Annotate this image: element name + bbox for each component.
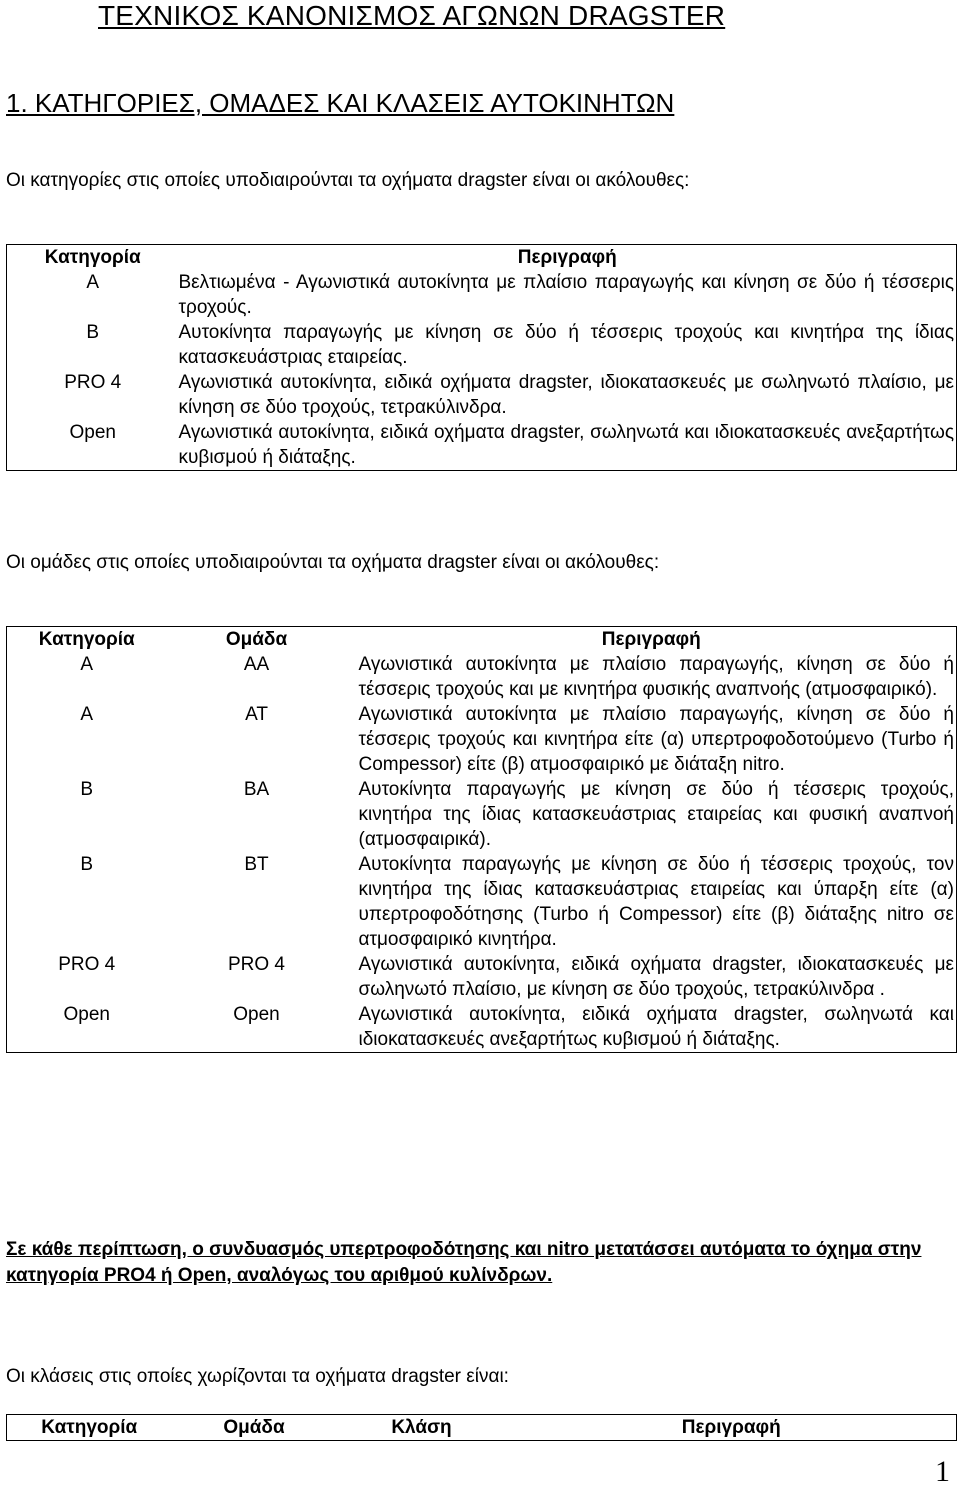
category-cell: A bbox=[86, 272, 100, 293]
group-cell: PRO 4 bbox=[227, 954, 286, 975]
header-category: Κατηγορία bbox=[44, 247, 141, 268]
header-description: Περιγραφή bbox=[517, 247, 617, 268]
category-cell: B bbox=[86, 322, 100, 343]
header-category: Κατηγορία bbox=[41, 1417, 138, 1438]
category-cell: Open bbox=[69, 422, 116, 443]
page-number: 1 bbox=[935, 1455, 950, 1488]
category-cell: Open bbox=[63, 1004, 110, 1025]
combination-note: Σε κάθε περίπτωση, ο συνδυασμός υπερτροφοδότησης και nitro μετατάσσει αυτόματα το όχημα στην κατηγορία PRO4 ή Open, αναλόγως του αριθμού κυλίνδρων. bbox=[6, 1239, 922, 1286]
description-cell: Αυτοκίνητα παραγωγής με κίνηση σε δύο ή τέσσερις τροχούς και κινητήρα της ίδιας κατασκευάστριας εταιρείας. bbox=[178, 322, 954, 368]
group-cell: Open bbox=[233, 1004, 280, 1025]
table-header-row bbox=[7, 1415, 957, 1441]
description-cell: Βελτιωμένα - Αγωνιστικά αυτοκίνητα με πλαίσιο παραγωγής και κίνηση σε δύο ή τέσσερις τροχούς. bbox=[178, 272, 954, 318]
table-header-row bbox=[7, 245, 957, 271]
header-description: Περιγραφή bbox=[601, 629, 701, 650]
category-cell: PRO 4 bbox=[58, 954, 116, 975]
table-row bbox=[7, 1002, 957, 1053]
document-title: ΤΕΧΝΙΚΟΣ ΚΑΝΟΝΙΣΜΟΣ ΑΓΩΝΩΝ DRAGSTER bbox=[98, 0, 726, 31]
description-cell: Αυτοκίνητα παραγωγής με κίνηση σε δύο ή τέσσερις τροχούς, τον κινητήρα της ίδιας κατασκευάστριας εταιρείας και ύπαρξη είτε (α) υπερτροφοδότησης (Turbo ή Compessor) είτε (β) διάταξης nitro σε ατμοσφαιρικό κινητήρα. bbox=[358, 854, 954, 950]
table-row bbox=[7, 320, 957, 370]
group-cell: BT bbox=[244, 854, 269, 875]
header-group: Ομάδα bbox=[223, 1417, 285, 1438]
description-cell: Αγωνιστικά αυτοκίνητα, ειδικά οχήματα dragster, ιδιοκατασκευές με σωληνωτό πλαίσιο, με κίνηση σε δύο τροχούς, τετρακύλινδρα. bbox=[178, 372, 954, 418]
table-row bbox=[7, 370, 957, 420]
header-group: Ομάδα bbox=[225, 629, 288, 650]
category-cell: B bbox=[80, 854, 94, 875]
categories-table bbox=[6, 244, 957, 471]
description-cell: Αγωνιστικά αυτοκίνητα, ειδικά οχήματα dragster, σωληνωτά και ιδιοκατασκευές ανεξαρτήτως κυβισμού ή διάταξης. bbox=[358, 1004, 954, 1050]
header-description: Περιγραφή bbox=[681, 1417, 781, 1438]
table-row bbox=[7, 777, 957, 852]
description-cell: Αγωνιστικά αυτοκίνητα, ειδικά οχήματα dragster, σωληνωτά και ιδιοκατασκευές ανεξαρτήτως κυβισμού ή διάταξης. bbox=[178, 422, 954, 468]
description-cell: Αγωνιστικά αυτοκίνητα, ειδικά οχήματα dragster, ιδιοκατασκευές με σωληνωτό πλαίσιο, με κίνηση σε δύο τροχούς, τετρακύλινδρα . bbox=[358, 954, 954, 1000]
header-category: Κατηγορία bbox=[38, 629, 135, 650]
group-cell: AT bbox=[245, 704, 268, 725]
table-row bbox=[7, 952, 957, 1002]
description-cell: Αυτοκίνητα παραγωγής με κίνηση σε δύο ή τέσσερις τροχούς, κινητήρα της ίδιας κατασκευάστριας εταιρείας και φυσική αναπνοή (ατμοσφαιρικά). bbox=[358, 779, 954, 850]
groups-table bbox=[6, 626, 957, 1053]
category-cell: A bbox=[80, 704, 94, 725]
description-cell: Αγωνιστικά αυτοκίνητα με πλαίσιο παραγωγής, κίνηση σε δύο ή τέσσερις τροχούς και με κινητήρα φυσικής αναπνοής (ατμοσφαιρικό). bbox=[358, 654, 954, 700]
category-cell: A bbox=[80, 654, 94, 675]
header-class: Κλάση bbox=[391, 1417, 452, 1438]
table-row bbox=[7, 420, 957, 471]
table-row bbox=[7, 652, 957, 702]
group-cell: AA bbox=[243, 654, 270, 675]
section-heading: 1. ΚΑΤΗΓΟΡΙΕΣ, ΟΜΑΔΕΣ ΚΑΙ ΚΛΑΣΕΙΣ ΑΥΤΟΚΙΝΗΤΩΝ bbox=[6, 88, 675, 118]
table-row bbox=[7, 702, 957, 777]
description-cell: Αγωνιστικά αυτοκίνητα με πλαίσιο παραγωγής, κίνηση σε δύο ή τέσσερις τροχούς και κινητήρα είτε (α) υπερτροφοδοτούμενο (Turbo ή Compessor) είτε (β) ατμοσφαιρικό με διάταξη nitro. bbox=[358, 704, 954, 775]
table-header-row bbox=[7, 627, 957, 653]
groups-intro: Οι ομάδες στις οποίες υποδιαιρούνται τα οχήματα dragster είναι οι ακόλουθες: bbox=[6, 552, 660, 573]
classes-table bbox=[6, 1414, 957, 1441]
group-cell: BA bbox=[243, 779, 270, 800]
category-cell: B bbox=[80, 779, 94, 800]
table-row bbox=[7, 270, 957, 320]
table-row bbox=[7, 852, 957, 952]
classes-intro: Οι κλάσεις στις οποίες χωρίζονται τα οχήματα dragster είναι: bbox=[6, 1366, 509, 1387]
category-cell: PRO 4 bbox=[64, 372, 122, 393]
categories-intro: Οι κατηγορίες στις οποίες υποδιαιρούνται τα οχήματα dragster είναι οι ακόλουθες: bbox=[6, 170, 690, 191]
